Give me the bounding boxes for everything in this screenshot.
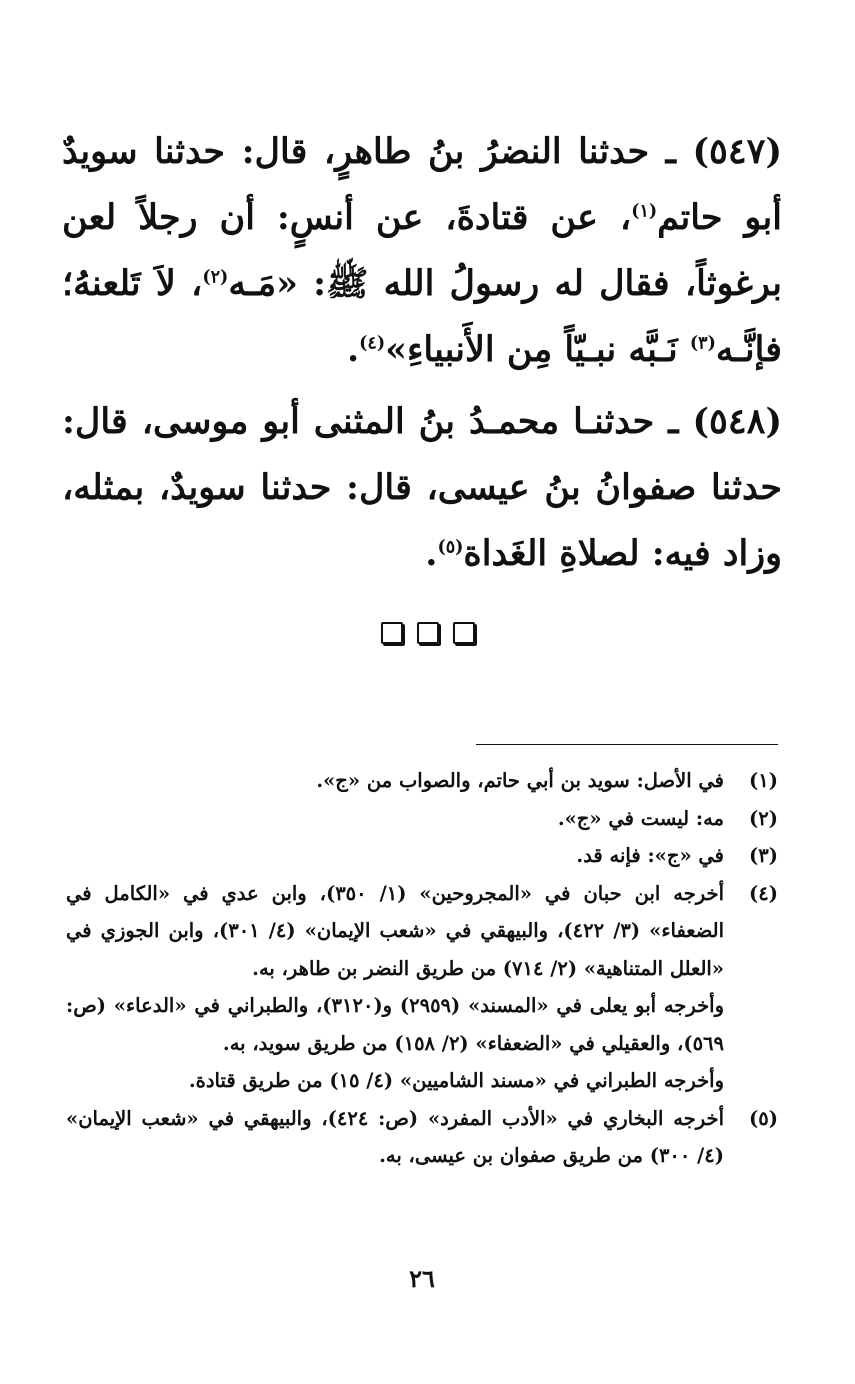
section-separator (0, 622, 855, 644)
hadith-547 (62, 119, 782, 383)
footnote-ref[interactable]: (٢) (202, 267, 229, 288)
footnote-3 (66, 837, 778, 875)
footnote-2 (66, 800, 778, 838)
footnote-number: (٤) (749, 881, 778, 905)
footnote-ref[interactable]: (١) (631, 201, 658, 222)
footnote-number: (٢) (749, 806, 778, 830)
square-ornament-icon (417, 622, 439, 644)
hadith-548 (62, 389, 782, 587)
footnote-ref[interactable]: (٤) (359, 333, 386, 354)
footnote-number: (٣) (749, 844, 778, 867)
hadith-number: (٥٤٨) (692, 401, 782, 442)
hadith-text: ، عن قتادةَ، عن أنسٍ: أن رجلاً لعن برغوثاً، فقال له رسولُ الله ﷺ: «مَـه (62, 197, 782, 304)
square-ornament-icon (381, 622, 403, 644)
footnote-ref[interactable]: (٣) (689, 333, 716, 354)
page-number: ٢٦ (409, 1264, 435, 1293)
footnote-text: وأخرجه الطبراني في «مسند الشاميين» (٤/ ١٥) من طريق قتادة. (188, 1069, 724, 1092)
footnote-text: أخرجه ابن حبان في «المجروحين» (١/ ٣٥٠)، وابن عدي في «الكامل في الضعفاء» (٣/ ٤٢٢)، والبيهقي في «شعب الإيمان» (٤/ ٣٠١)، وابن الجوزي في «العلل المتناهية» (٢/ ٧١٤) من طريق النضر بن طاهر، به. (66, 881, 724, 980)
square-ornament-icon (453, 622, 475, 644)
hadith-text: ـ حدثنـا محمـدُ بنُ المثنى أبو موسى، قال: حدثنا صفوانُ بنُ عيسى، قال: حدثنا سويدٌ، بمثله، وزاد فيه: لصلاةِ الغَداة (62, 401, 782, 574)
hadith-text: نَـبَّه نبـيّاً مِن الأَنبياءِ» (385, 329, 690, 370)
footnote-4 (66, 875, 778, 1100)
hadith-number: (٥٤٧) (692, 131, 782, 172)
footnote-ref[interactable]: (٥) (437, 537, 464, 558)
footnotes (66, 762, 778, 1175)
hadith-text: ـ حدثنا النضرُ بنُ طاهرٍ، قال: حدثنا سويدٌ أبو حاتم (62, 131, 782, 238)
footnote-text: أخرجه البخاري في «الأدب المفرد» (ص: ٤٢٤)، والبيهقي في «شعب الإيمان» (٤/ ٣٠٠) من طريق صفوان بن عيسى، به. (66, 1106, 724, 1167)
footnote-5 (66, 1100, 778, 1175)
footnote-text: في «ج»: فإنه قد. (576, 844, 724, 867)
footnote-number: (٥) (749, 1106, 778, 1130)
footnote-text: في الأصل: سويد بن أبي حاتم، والصواب من «ج». (316, 769, 724, 792)
hadith-text: . (425, 533, 438, 574)
hadith-text: ، لاَ تَلعنهُ؛ فإنَّـه (62, 263, 782, 370)
footnote-number: (١) (749, 769, 778, 792)
footnote-1 (66, 762, 778, 800)
footnote-text: وأخرجه أبو يعلى في «المسند» (٢٩٥٩) و(٣١٢٠)، والطبراني في «الدعاء» (ص: ٥٦٩)، والعقيلي في «الضعفاء» (٢/ ١٥٨) من طريق سويد، به. (66, 994, 725, 1055)
footnote-text: مه: ليست في «ج». (557, 806, 724, 830)
hadith-text: . (346, 329, 360, 370)
footnote-divider (476, 744, 778, 745)
